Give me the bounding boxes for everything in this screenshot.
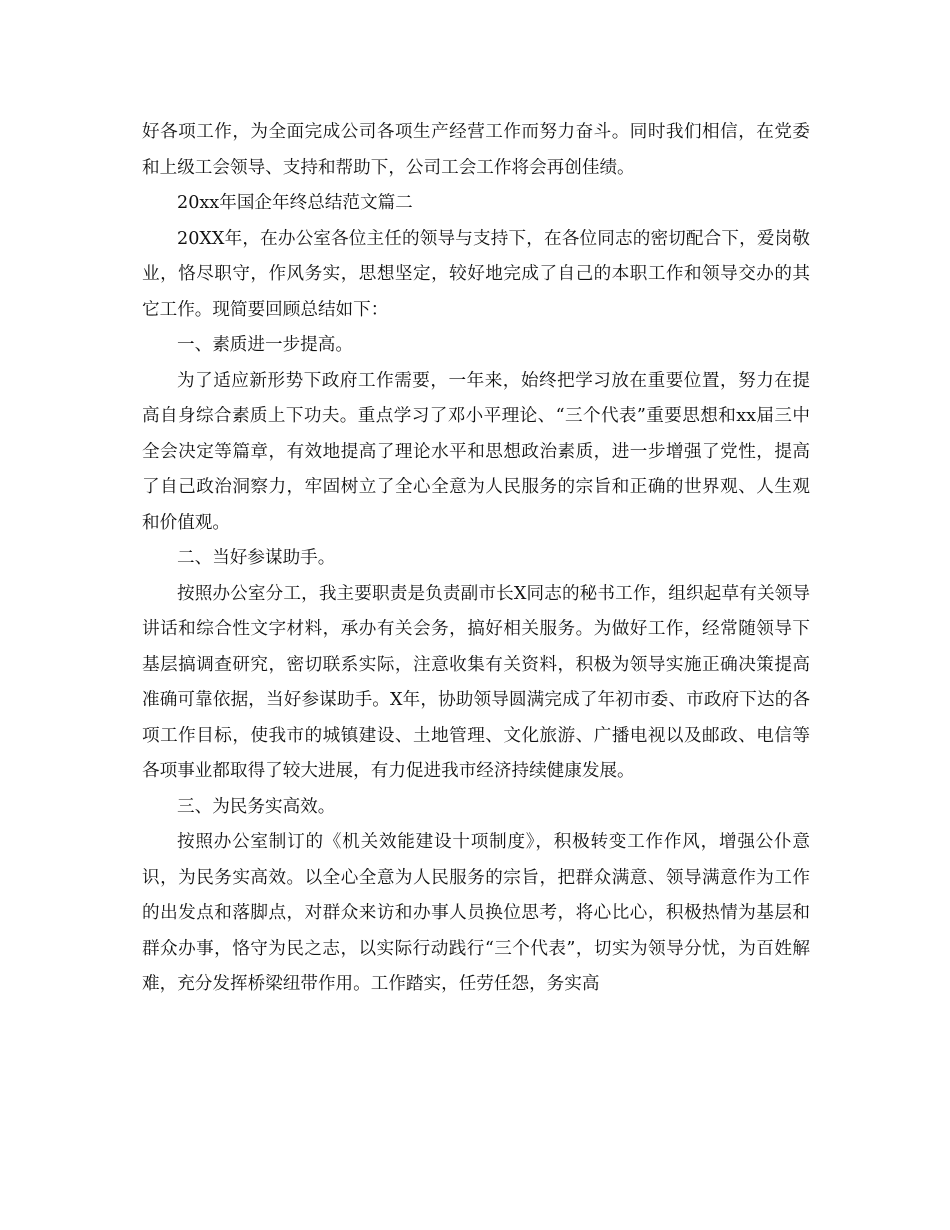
document-body xyxy=(142,115,810,1003)
heading-efficiency: 三、为民务实高效。 xyxy=(177,796,336,817)
paragraph-quality: 为了适应新形势下政府工作需要，一年来，始终把学习放在重要位置，努力在提高自身综合素质上下功夫。重点学习了邓小平理论、“三个代表”重要思想和xx届三中全会决定等篇章，有效地提高了理论水平和思想政治素质，进一步增强了党性，提高了自己政治洞察力，牢固树立了全心全意为人民服务的宗旨和正确的世界观、人生观和价值观。 xyxy=(142,370,810,533)
paragraph-intro: 20XX年，在办公室各位主任的领导与支持下，在各位同志的密切配合下，爱岗敬业，恪尽职守，作风务实，思想坚定，较好地完成了自己的本职工作和领导交办的其它工作。现简要回顾总结如下： xyxy=(142,228,810,320)
section-title: 20xx年国企年终总结范文篇二 xyxy=(177,193,413,213)
paragraph-continuation: 好各项工作，为全面完成公司各项生产经营工作而努力奋斗。同时我们相信，在党委和上级工会领导、支持和帮助下，公司工会工作将会再创佳绩。 xyxy=(142,122,810,178)
paragraph-assistant: 按照办公室分工，我主要职责是负责副市长X同志的秘书工作，组织起草有关领导讲话和综合性文字材料，承办有关会务，搞好相关服务。为做好工作，经常随领导下基层搞调查研究，密切联系实际，注意收集有关资料，积极为领导实施正确决策提高准确可靠依据，当好参谋助手。X年，协助领导圆满完成了年初市委、市政府下达的各项工作目标，使我市的城镇建设、土地管理、文化旅游、广播电视以及邮政、电信等各项事业都取得了较大进展，有力促进我市经济持续健康发展。 xyxy=(142,583,810,781)
heading-assistant: 二、当好参谋助手。 xyxy=(177,548,336,568)
paragraph-efficiency: 按照办公室制订的《机关效能建设十项制度》，积极转变工作作风，增强公仆意识，为民务实高效。以全心全意为人民服务的宗旨，把群众满意、领导满意作为工作的出发点和落脚点，对群众来访和办事人员换位思考，将心比心，积极热情为基层和群众办事，恪守为民之志，以实际行动践行“三个代表”，切实为领导分忧，为百姓解难，充分发挥桥梁纽带作用。工作踏实，任劳任怨，务实高 xyxy=(142,832,810,994)
heading-quality: 一、素质进一步提高。 xyxy=(177,335,353,355)
